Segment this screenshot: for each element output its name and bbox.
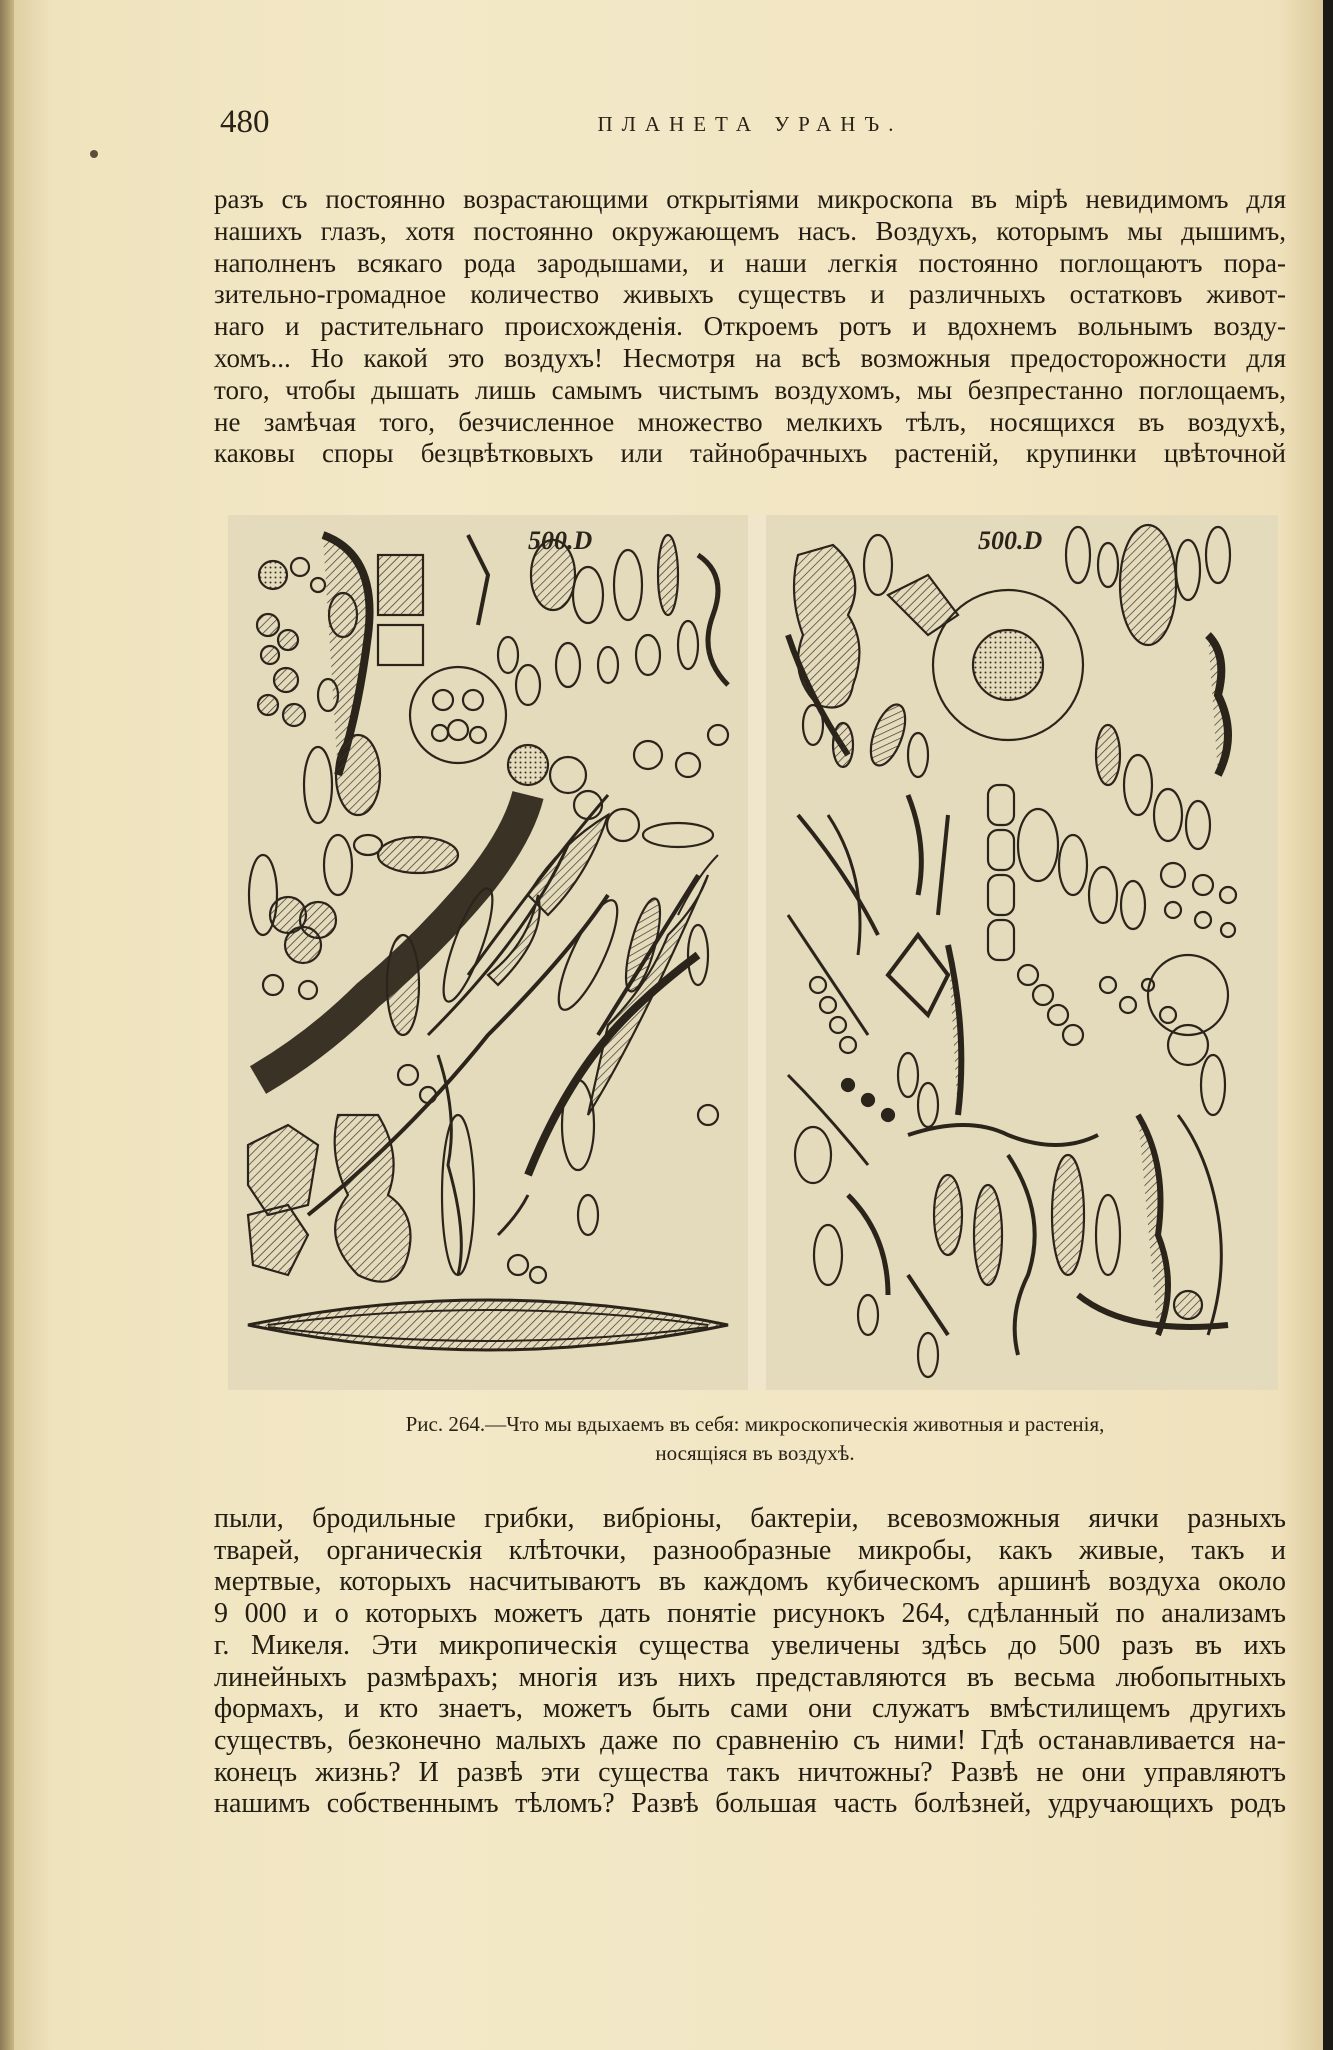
- text-line: каковы споры безцвѣтковыхъ или тайнобрачныхъ растеній, крупинки цвѣточной: [214, 438, 1286, 469]
- figure-caption-line-1: Рис. 264.—Что мы вдыхаемъ въ себя: микроскопическія животныя и растенія,: [405, 1412, 1105, 1436]
- text-line: конецъ жизнь? И развѣ эти существа такъ ничтожны? Развѣ не они управляютъ: [214, 1756, 1286, 1788]
- right-magnification-label: 500.D: [978, 526, 1043, 555]
- text-line: разъ съ постоянно возрастающими открытіями микроскопа въ мірѣ невидимомъ для: [214, 184, 1286, 214]
- text-line: того, чтобы дышать лишь самымъ чистымъ воздухомъ, мы безпрестанно поглощаемъ,: [214, 374, 1286, 405]
- text-line: зительно-громадное количество живыхъ существъ и различныхъ остатковъ живот-: [214, 279, 1286, 310]
- text-line: г. Микеля. Эти микропическія существа увеличены здѣсь до 500 разъ въ ихъ: [214, 1629, 1286, 1661]
- text-line: мертвые, которыхъ насчитываютъ въ каждомъ кубическомъ аршинѣ воздуха около: [214, 1566, 1286, 1598]
- text-line: пыли, бродильные грибки, вибріоны, бактеріи, всевозможныя яички разныхъ: [214, 1503, 1286, 1534]
- figure-caption-line-2: носящіяся въ воздухѣ.: [655, 1441, 855, 1465]
- text-line: нашихъ глазъ, хотя постоянно окружающемъ насъ. Воздухъ, которымъ мы дышимъ,: [214, 215, 1286, 246]
- page-spine-shadow: [0, 0, 14, 2050]
- running-title: ПЛАНЕТА УРАНЪ.: [597, 112, 903, 136]
- text-line: наполненъ всякаго рода зародышами, и наши легкія постоянно поглощаютъ пора-: [214, 247, 1286, 278]
- page-edge: [1323, 0, 1333, 2050]
- microscopic-illustration: [228, 515, 1278, 1390]
- text-line: нашимъ собственнымъ тѣломъ? Развѣ большая часть болѣзней, удручающихъ родъ: [214, 1788, 1286, 1820]
- text-line: наго и растительнаго происхожденія. Откроемъ ротъ и вдохнемъ вольнымъ возду-: [214, 311, 1286, 342]
- illustration-svg: [228, 515, 1278, 1390]
- ink-spot: [90, 150, 98, 158]
- text-line: хомъ... Но какой это воздухъ! Несмотря на всѣ возможныя предосторожности для: [214, 342, 1286, 373]
- page-header: [214, 104, 1286, 144]
- text-line: формахъ, и кто знаетъ, можетъ быть сами они служатъ вмѣстилищемъ другихъ: [214, 1693, 1286, 1725]
- text-line: тварей, органическія клѣточки, разнообразные микробы, какъ живые, такъ и: [214, 1534, 1286, 1566]
- text-line: существъ, безконечно малыхъ даже по сравненію съ ними! Гдѣ останавливается на-: [214, 1724, 1286, 1756]
- top-paragraph: [214, 184, 1286, 470]
- bottom-paragraph: [214, 1503, 1286, 1820]
- text-line: линейныхъ размѣрахъ; многія изъ нихъ представляются въ весьма любопытныхъ: [214, 1661, 1286, 1693]
- page-number: 480: [220, 104, 270, 140]
- text-line: не замѣчая того, безчисленное множество мелкихъ тѣлъ, носящихся въ воздухѣ,: [214, 406, 1286, 437]
- left-magnification-label: 500.D: [528, 526, 593, 555]
- text-line: 9 000 и о которыхъ можетъ дать понятіе рисунокъ 264, сдѣланный по анализамъ: [214, 1598, 1286, 1630]
